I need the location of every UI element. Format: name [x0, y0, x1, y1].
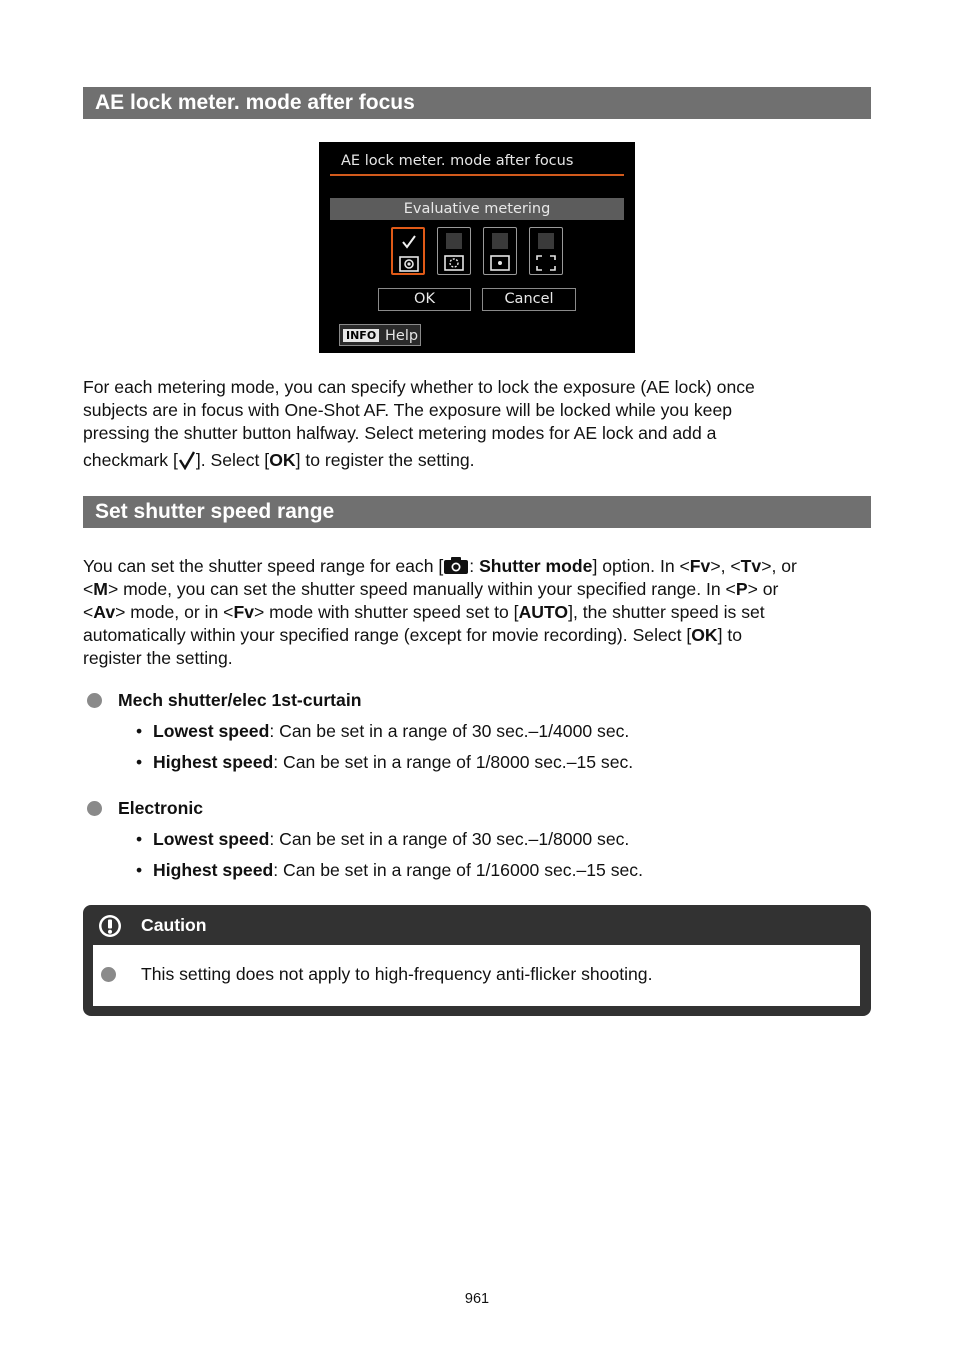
- section-heading-text: AE lock meter. mode after focus: [95, 91, 415, 114]
- list-item: [136, 828, 629, 851]
- auto-keyword: AUTO: [518, 602, 569, 622]
- text: >, <: [710, 556, 741, 576]
- mode-keyword: Fv: [689, 556, 711, 576]
- section-heading-text: Set shutter speed range: [95, 500, 335, 523]
- checkbox-empty: [538, 233, 554, 249]
- text: ] to: [717, 625, 743, 645]
- evaluative-metering-icon: [399, 256, 419, 272]
- camera-menu-screen: [319, 142, 635, 353]
- mode-keyword: P: [735, 579, 748, 599]
- bullet-icon: [101, 967, 116, 982]
- text: checkmark [: [83, 450, 178, 470]
- checkbox-empty: [446, 233, 462, 249]
- bullet-symbol: •: [136, 860, 143, 880]
- item-text: : Can be set in a range of 1/8000 sec.–15 sec.: [273, 752, 634, 772]
- text: :: [469, 556, 480, 576]
- spot-metering-icon: [490, 255, 510, 271]
- section-heading-shutter-speed-range: [83, 496, 871, 528]
- caution-icon: [98, 914, 122, 938]
- title-divider: [330, 174, 624, 176]
- cancel-button[interactable]: Cancel: [482, 288, 576, 311]
- bullet-symbol: •: [136, 721, 143, 741]
- item-label: Lowest speed: [153, 829, 270, 849]
- list-item: [136, 859, 643, 882]
- mode-keyword: M: [93, 579, 108, 599]
- text: >, or: [761, 556, 797, 576]
- text: > mode with shutter speed set to [: [254, 602, 519, 622]
- ok-keyword: OK: [691, 625, 718, 645]
- text-line: register the setting.: [83, 648, 233, 668]
- list-item: [136, 720, 629, 743]
- text-line: [83, 449, 873, 472]
- bullet-icon: [87, 801, 102, 816]
- bullet-symbol: •: [136, 752, 143, 772]
- mode-keyword: Tv: [740, 556, 762, 576]
- mode-keyword: Av: [93, 602, 116, 622]
- shutter-mode-keyword: Shutter mode: [479, 556, 593, 576]
- text: ], the shutter speed is set: [568, 602, 765, 622]
- info-badge: INFO: [343, 329, 379, 342]
- text: automatically within your specified range (except for movie recording). Select [: [83, 625, 692, 645]
- text-line: pressing the shutter button halfway. Select metering modes for AE lock and add a: [83, 423, 717, 443]
- text-line: [83, 555, 873, 578]
- caution-body: [93, 945, 860, 1006]
- ae-lock-description: [83, 376, 873, 472]
- option-partial-metering[interactable]: [437, 227, 471, 275]
- item-label: Highest speed: [153, 752, 274, 772]
- ok-button[interactable]: OK: [378, 288, 471, 311]
- item-text: : Can be set in a range of 30 sec.–1/8000 sec.: [269, 829, 630, 849]
- item-label: Lowest speed: [153, 721, 270, 741]
- text: ]. Select [: [195, 450, 270, 470]
- text: You can set the shutter speed range for each [: [83, 556, 444, 576]
- metering-mode-label: Evaluative metering: [330, 198, 624, 220]
- group-title-mech-shutter: Mech shutter/elec 1st-curtain: [118, 690, 362, 710]
- checkmark-icon: [401, 234, 417, 250]
- text-line: [83, 624, 873, 647]
- camera-icon: [443, 556, 469, 575]
- text: > mode, you can set the shutter speed manually within your specified range. In <: [107, 579, 736, 599]
- caution-title: Caution: [141, 915, 207, 935]
- text-line: [83, 578, 873, 601]
- help-label: Help: [385, 328, 419, 344]
- bullet-symbol: •: [136, 829, 143, 849]
- page-number: 961: [464, 1291, 490, 1307]
- text-line: subjects are in focus with One-Shot AF. The exposure will be locked while you keep: [83, 400, 733, 420]
- item-text: : Can be set in a range of 30 sec.–1/4000 sec.: [269, 721, 630, 741]
- info-help-button[interactable]: [339, 324, 421, 346]
- partial-metering-icon: [444, 255, 464, 271]
- screen-title: AE lock meter. mode after focus: [341, 153, 574, 169]
- shutter-range-description: [83, 555, 873, 670]
- text: <: [83, 579, 94, 599]
- text: > mode, or in <: [115, 602, 234, 622]
- ok-keyword: OK: [269, 450, 296, 470]
- text: > or: [747, 579, 779, 599]
- group-title-electronic: Electronic: [118, 798, 204, 818]
- text: ] to register the setting.: [295, 450, 475, 470]
- caution-text: This setting does not apply to high-frequency anti-flicker shooting.: [141, 964, 653, 984]
- text-line: For each metering mode, you can specify whether to lock the exposure (AE lock) once: [83, 377, 755, 397]
- mode-keyword: Fv: [233, 602, 255, 622]
- text: ] option. In <: [592, 556, 690, 576]
- option-spot-metering[interactable]: [483, 227, 517, 275]
- bullet-icon: [87, 693, 102, 708]
- list-item: [136, 751, 633, 774]
- item-text: : Can be set in a range of 1/16000 sec.–15 sec.: [273, 860, 643, 880]
- item-label: Highest speed: [153, 860, 274, 880]
- option-evaluative-metering[interactable]: [391, 227, 425, 275]
- text-line: [83, 601, 873, 624]
- text: <: [83, 602, 94, 622]
- option-center-weighted-metering[interactable]: [529, 227, 563, 275]
- caution-box: [83, 905, 871, 1016]
- section-heading-ae-lock: [83, 87, 871, 119]
- checkbox-empty: [492, 233, 508, 249]
- center-weighted-metering-icon: [536, 255, 556, 271]
- checkmark-icon: [178, 450, 196, 470]
